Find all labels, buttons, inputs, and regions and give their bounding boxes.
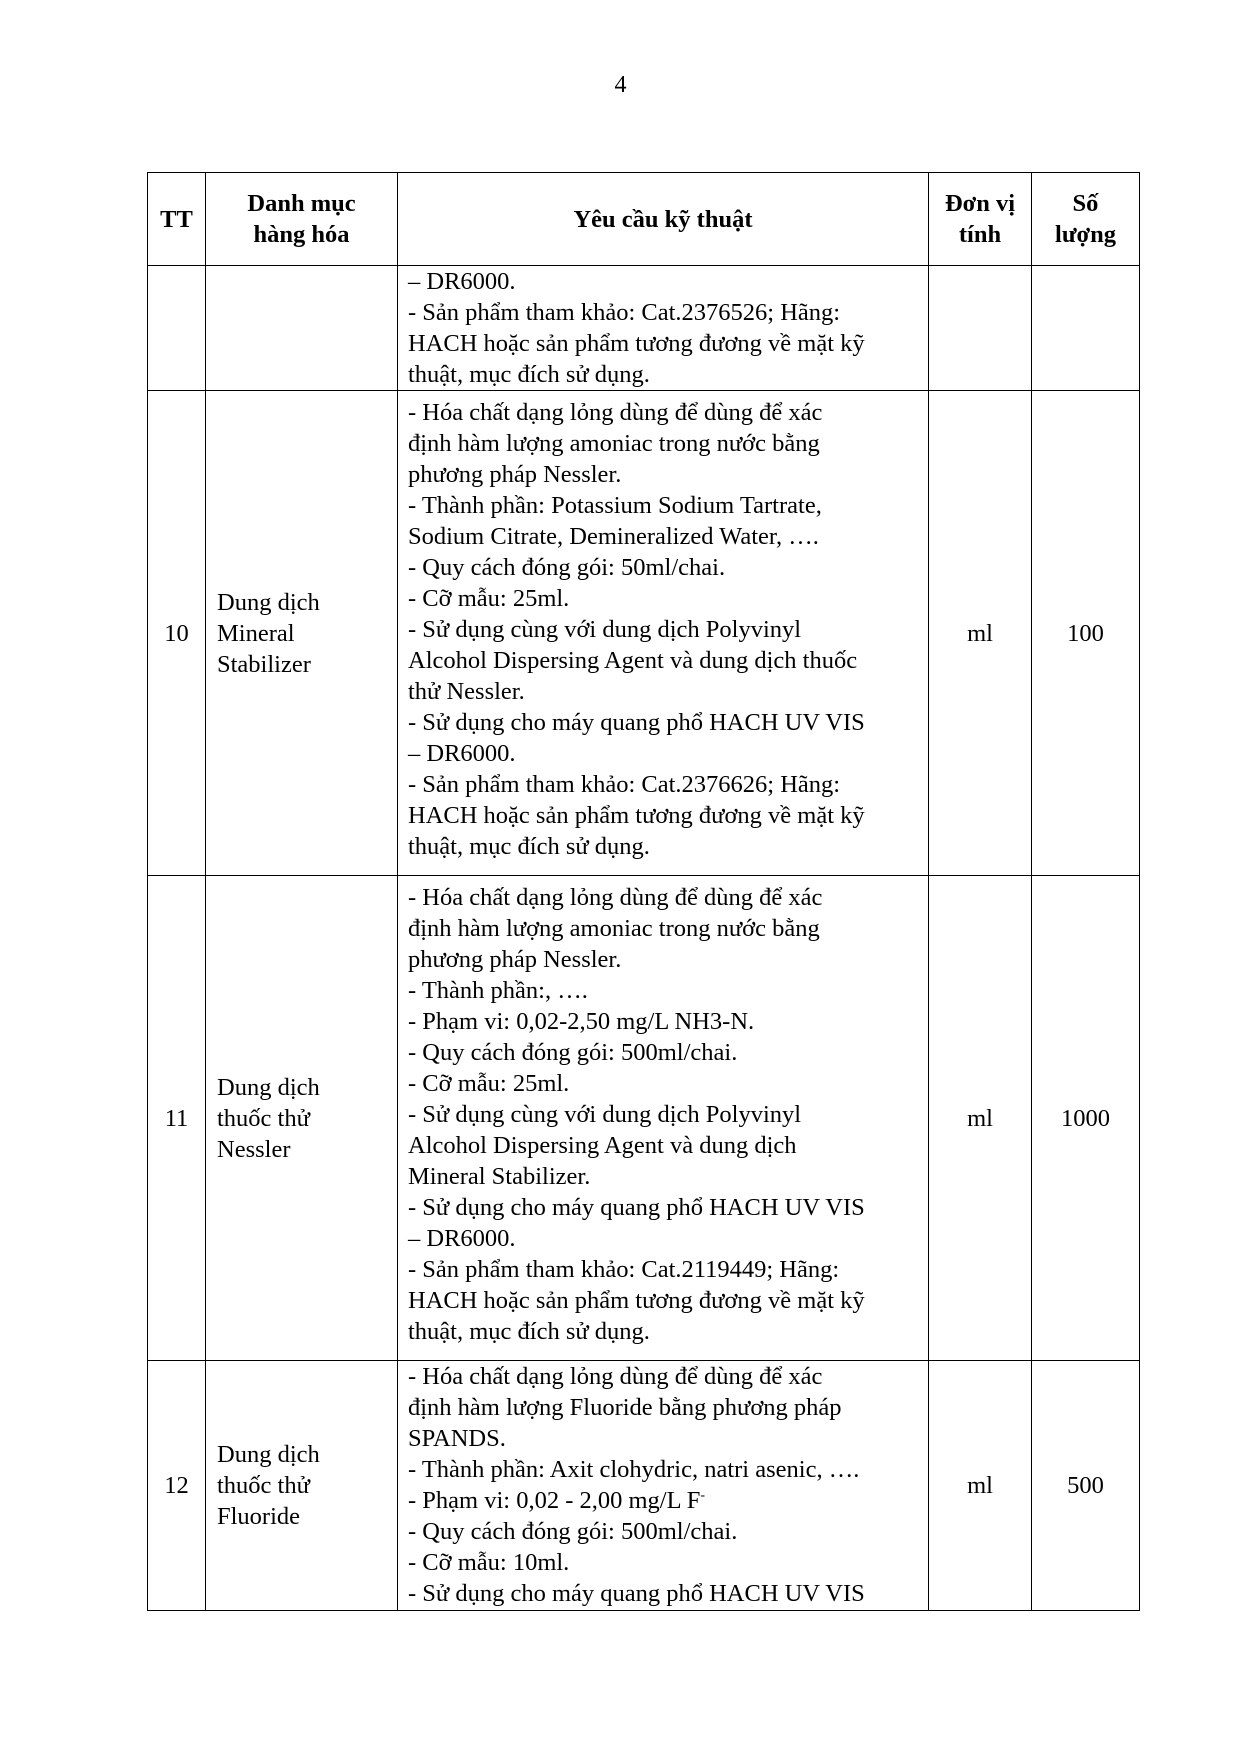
requirement-line: - Sử dụng cho máy quang phổ HACH UV VIS	[408, 1194, 865, 1221]
header-goods-category	[206, 173, 398, 266]
requirement-line: SPANDS.	[408, 1425, 506, 1452]
header-goods-line2: hàng hóa	[253, 221, 350, 248]
requirement-line: - Hóa chất dạng lỏng dùng để dùng để xác	[408, 399, 823, 426]
row-unit: ml	[929, 1361, 1032, 1611]
row-unit	[929, 266, 1032, 391]
row-goods-name	[206, 876, 398, 1361]
row-unit: ml	[929, 391, 1032, 876]
row-quantity	[1032, 266, 1140, 391]
row-quantity: 1000	[1032, 876, 1140, 1361]
goods-name-line: thuốc thử	[217, 1472, 310, 1499]
goods-name-line: thuốc thử	[217, 1104, 310, 1132]
requirement-line: - Thành phần:, ….	[408, 977, 588, 1004]
technical-spec-table	[147, 172, 1140, 1611]
requirement-line: - Cỡ mẫu: 25ml.	[408, 585, 570, 612]
requirement-line: - Cỡ mẫu: 25ml.	[408, 1070, 570, 1097]
requirement-line: - Hóa chất dạng lỏng dùng để dùng để xác	[408, 884, 823, 911]
requirement-line: HACH hoặc sản phẩm tương đương về mặt kỹ	[408, 802, 865, 829]
requirement-line: - Quy cách đóng gói: 500ml/chai.	[408, 1039, 738, 1066]
header-goods-line1: Danh mục	[247, 190, 356, 217]
requirement-line: - Sử dụng cùng với dung dịch Polyvinyl	[408, 1101, 802, 1128]
requirement-line: - Hóa chất dạng lỏng dùng để dùng để xác	[408, 1363, 823, 1390]
header-unit-line1: Đơn vị	[944, 190, 1016, 217]
goods-name-line: Nessler	[217, 1135, 291, 1163]
row-requirements	[398, 266, 929, 391]
row-goods-name	[206, 391, 398, 876]
header-quantity	[1032, 173, 1140, 266]
requirement-line: – DR6000.	[408, 740, 516, 767]
superscript-minus: -	[700, 1488, 706, 1503]
requirement-line: - Sử dụng cùng với dung dịch Polyvinyl	[408, 616, 802, 643]
requirement-line: - Quy cách đóng gói: 500ml/chai.	[408, 1518, 738, 1545]
header-qty-line2: lượng	[1055, 221, 1116, 248]
row-requirements	[398, 876, 929, 1361]
requirement-line: – DR6000.	[408, 268, 516, 295]
range-text: - Phạm vi: 0,02 - 2,00 mg/L F	[408, 1487, 701, 1514]
requirement-line: - Sử dụng cho máy quang phổ HACH UV VIS	[408, 709, 865, 736]
requirement-line: - Thành phần: Axit clohydric, natri asenic, ….	[408, 1456, 860, 1483]
requirement-line: - Phạm vi: 0,02-2,50 mg/L NH3-N.	[408, 1008, 755, 1035]
requirement-line: HACH hoặc sản phẩm tương đương về mặt kỹ	[408, 1287, 865, 1314]
requirement-line: phương pháp Nessler.	[408, 946, 622, 973]
row-quantity: 100	[1032, 391, 1140, 876]
requirement-line: - Thành phần: Potassium Sodium Tartrate,	[408, 492, 822, 519]
requirement-line: Mineral Stabilizer.	[408, 1163, 591, 1190]
table-row	[148, 391, 1140, 876]
page-number: 4	[614, 72, 627, 98]
row-tt: 12	[148, 1361, 206, 1611]
goods-name-line: Stabilizer	[217, 650, 311, 678]
requirement-line: Sodium Citrate, Demineralized Water, ….	[408, 523, 819, 550]
requirement-line: - Cỡ mẫu: 10ml.	[408, 1549, 570, 1576]
row-requirements	[398, 391, 929, 876]
requirement-line: - Sử dụng cho máy quang phổ HACH UV VIS	[408, 1580, 865, 1607]
requirement-line: định hàm lượng amoniac trong nước bằng	[408, 430, 820, 457]
goods-name-line: Dung dịch	[217, 588, 320, 616]
requirement-line: định hàm lượng Fluoride bằng phương pháp	[408, 1394, 842, 1421]
requirement-line: thuật, mục đích sử dụng.	[408, 833, 650, 860]
requirement-line	[408, 1485, 922, 1516]
header-unit	[929, 173, 1032, 266]
requirement-line: phương pháp Nessler.	[408, 461, 622, 488]
goods-name-line: Dung dịch	[217, 1073, 320, 1101]
requirement-line: HACH hoặc sản phẩm tương đương về mặt kỹ	[408, 330, 865, 357]
requirement-line: định hàm lượng amoniac trong nước bằng	[408, 915, 820, 942]
requirement-line: - Sản phẩm tham khảo: Cat.2376626; Hãng:	[408, 771, 841, 798]
requirement-line: thử Nessler.	[408, 678, 525, 705]
goods-name-line: Dung dịch	[217, 1441, 320, 1468]
row-tt	[148, 266, 206, 391]
header-qty-line1: Số	[1072, 190, 1099, 217]
requirement-line: - Sản phẩm tham khảo: Cat.2119449; Hãng:	[408, 1256, 840, 1283]
table-row	[148, 266, 1140, 391]
goods-name-line: Fluoride	[217, 1503, 301, 1530]
row-unit: ml	[929, 876, 1032, 1361]
header-technical-requirements: Yêu cầu kỹ thuật	[398, 173, 929, 266]
row-goods-name	[206, 266, 398, 391]
row-requirements	[398, 1361, 929, 1611]
goods-name-line: Mineral	[217, 619, 295, 647]
table-row	[148, 876, 1140, 1361]
row-tt: 10	[148, 391, 206, 876]
row-goods-name	[206, 1361, 398, 1611]
requirement-line: - Quy cách đóng gói: 50ml/chai.	[408, 554, 726, 581]
requirement-line: - Sản phẩm tham khảo: Cat.2376526; Hãng:	[408, 299, 841, 326]
table-header-row	[148, 173, 1140, 266]
row-tt: 11	[148, 876, 206, 1361]
row-quantity: 500	[1032, 1361, 1140, 1611]
header-tt: TT	[148, 173, 206, 266]
requirement-line: thuật, mục đích sử dụng.	[408, 1318, 650, 1345]
requirement-line: Alcohol Dispersing Agent và dung dịch	[408, 1132, 797, 1159]
table-row	[148, 1361, 1140, 1611]
requirement-line: thuật, mục đích sử dụng.	[408, 361, 650, 388]
header-unit-line2: tính	[958, 221, 1002, 248]
requirement-line: – DR6000.	[408, 1225, 516, 1252]
requirement-line: Alcohol Dispersing Agent và dung dịch thuốc	[408, 647, 858, 674]
